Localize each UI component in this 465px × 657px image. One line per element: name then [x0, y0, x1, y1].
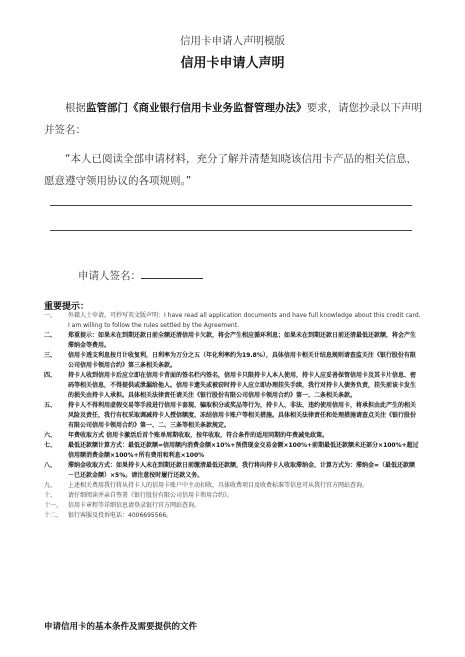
- notes-title: 重要提示：: [44, 302, 90, 312]
- note-number: 十、: [44, 492, 57, 499]
- note-text: 持卡人收到信用卡后应立即在信用卡背面的签名栏内签名，信用卡只限持卡人本人使用，持卡人应妥善保管信用卡及其卡片信息、密码等相关信息，不得提供或泄漏给他人。信用卡遗失或被窃时持卡人应立即办理挂失手续，我行对持卡人债务负责，挂失前该卡发生的损失由持卡人承担。具体相关法律责任请关注《银行股份有限公司信用卡领用合约》第一、二条相关条款。: [68, 372, 417, 399]
- signature-label: 申请人签名：: [78, 270, 141, 282]
- note-number: 九、: [44, 482, 57, 489]
- note-number: 五、: [44, 402, 57, 409]
- note-text: 外籍人士申请，可抄写英文版声明：I have read all application documents and have full knowledge about this credit card. I am willing to follow the rules settled by the Agreement.: [68, 312, 421, 329]
- document-main-title: 信用卡申请人声明: [180, 56, 285, 71]
- note-item: [44, 351, 421, 371]
- note-item: [44, 371, 421, 401]
- note-item: [44, 481, 421, 491]
- notes-list: [44, 311, 421, 521]
- note-text: 信用卡章程等详细信息请登录银行官方网站查询。: [68, 502, 201, 509]
- note-number: 四、: [44, 372, 57, 379]
- intro-prefix: 根据: [65, 102, 86, 114]
- note-item: [44, 511, 421, 521]
- note-item: [44, 431, 421, 441]
- note-number: 十二、: [44, 512, 63, 519]
- note-item: [44, 311, 421, 331]
- document-header-title: 信用卡申请人声明模版: [180, 35, 285, 47]
- note-item: [44, 501, 421, 511]
- note-number: 三、: [44, 352, 57, 359]
- note-text: 信用卡透支利息按月计收复利，日利率为万分之五（年化利率约为19.8%），具体信用卡相关计结息规则请查监关注《银行股份有限公司信用卡领用合约》第三条相关条款。: [68, 352, 416, 369]
- footer-heading: 申请信用卡的基本条件及需要提供的文件: [44, 622, 198, 632]
- note-number: 二、: [44, 332, 57, 339]
- note-number: 十一、: [44, 502, 63, 509]
- note-text: 上述相关费用我行将从持卡人的信用卡账户中主动扣收，具体收费项目及收费标准等信息可从我行官方网站查询。: [68, 482, 369, 489]
- signature-row: [78, 268, 203, 283]
- note-item: [44, 491, 421, 501]
- note-text: 年费收取方式 信用卡激活后首个账单周期收取，按年收取，符合条件的适用同期的年费减免政策。: [68, 432, 329, 439]
- note-text: 最低还款额计算方式：最低还款额=信用额内消费金额×10%+预借现金交易金额×100%+前期最低还款额未还部分×100%+超过信用额消费金额×100%+所有费用和利息×100%: [68, 442, 419, 459]
- note-text: 滞纳金收取方式：如果持卡人未在到期还款日前缴清最低还款额，我行将向持卡人收取滞纳金，计算方式为：滞纳金=（最低还款额－已还款金额）×5%。请注意按时履行还款义务。: [68, 462, 416, 479]
- note-item: [44, 441, 421, 461]
- note-item: [44, 331, 421, 351]
- signature-blank[interactable]: [141, 268, 203, 279]
- handwriting-line-2[interactable]: [50, 230, 412, 231]
- handwriting-lines: [50, 205, 412, 255]
- note-number: 八、: [44, 462, 57, 469]
- intro-regulation-source: 监管部门《商业银行信用卡业务监督管理办法》: [86, 102, 307, 114]
- declaration-quote: “本人已阅读全部申请材料，充分了解并清楚知晓该信用卡产品的相关信息，愿意遵守领用协议的各项规则。”: [44, 153, 417, 187]
- intro-paragraph: [44, 97, 424, 141]
- note-item: [44, 401, 421, 431]
- note-text: 银行客服及投诉电话：4006695566。: [68, 512, 173, 519]
- note-number: 七、: [44, 442, 57, 449]
- note-item: [44, 461, 421, 481]
- note-number: 一、: [44, 312, 57, 319]
- note-number: 六、: [44, 432, 57, 439]
- intro-suffix: 要求，请您抄录以下声明并签名：: [44, 102, 422, 136]
- note-text: 持卡人不得利用虚假交易等手段进行信用卡套现、骗取积分或奖品等行为，持卡人、非法、违约使用信用卡，将承担由此产生的相关风险及责任，我行有权采取调减持卡人授信额度、冻结信用卡账户等相关措施。具体相关法律责任和处理措施请查点关注《银行股份有限公司信用卡领用合约》第一、二、三条等相关条款规定。: [68, 402, 417, 429]
- note-text: 郑重提示：如果未在到期还款日前全额还清信用卡欠款，将会产生相应循环利息；如果未在到期还款日前还清最低还款额，将会产生滞纳金等费用。: [68, 332, 417, 349]
- handwriting-line-1[interactable]: [50, 205, 412, 206]
- note-text: 请仔细阅读并亲自签署《银行股份有限公司信用卡领用合约》。: [68, 492, 234, 499]
